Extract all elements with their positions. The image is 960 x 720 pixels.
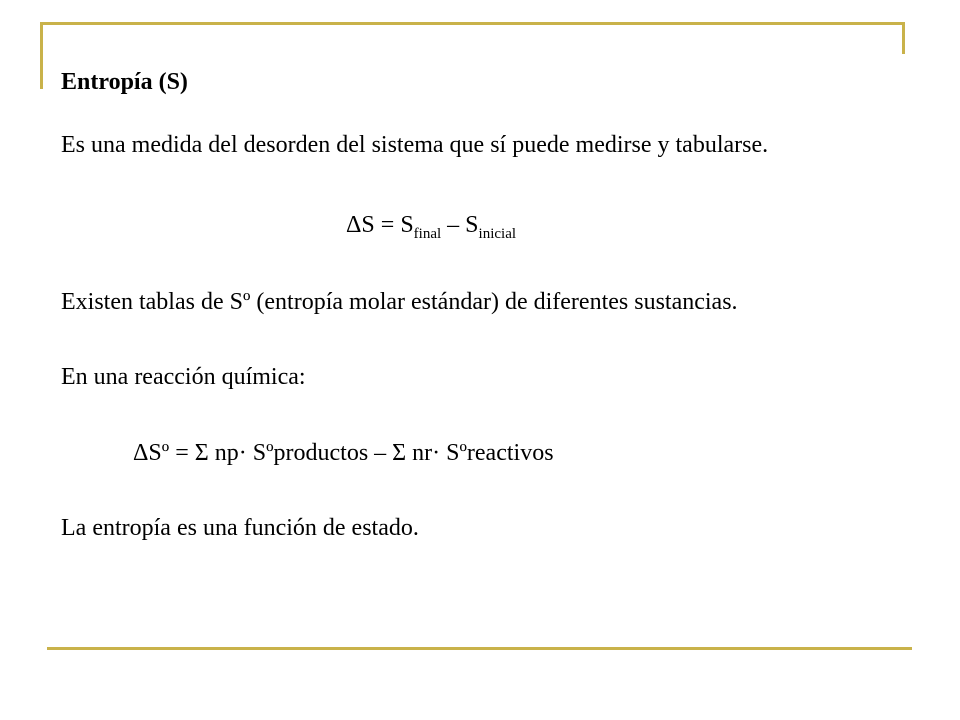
reaction-paragraph: En una reacción química: — [61, 364, 306, 390]
equation-lhs: ΔS = S — [346, 212, 414, 238]
bottom-border-rule — [47, 647, 912, 650]
slide-title: Entropía (S) — [61, 69, 188, 95]
state-function-paragraph: La entropía es una función de estado. — [61, 515, 419, 541]
right-border-rule — [902, 22, 905, 54]
tables-paragraph: Existen tablas de Sº (entropía molar estándar) de diferentes sustancias. — [61, 289, 738, 315]
subscript-final: final — [413, 226, 442, 242]
entropy-change-equation — [346, 208, 516, 242]
standard-entropy-equation: ΔSº = Σ np· Sºproductos – Σ nr· Sºreactivos — [133, 440, 554, 466]
subscript-inicial: inicial — [478, 226, 517, 242]
top-border-rule — [40, 22, 905, 25]
left-border-rule — [40, 22, 43, 89]
definition-paragraph: Es una medida del desorden del sistema que sí puede medirse y tabularse. — [61, 132, 769, 158]
equation-minus: – S — [441, 212, 479, 238]
